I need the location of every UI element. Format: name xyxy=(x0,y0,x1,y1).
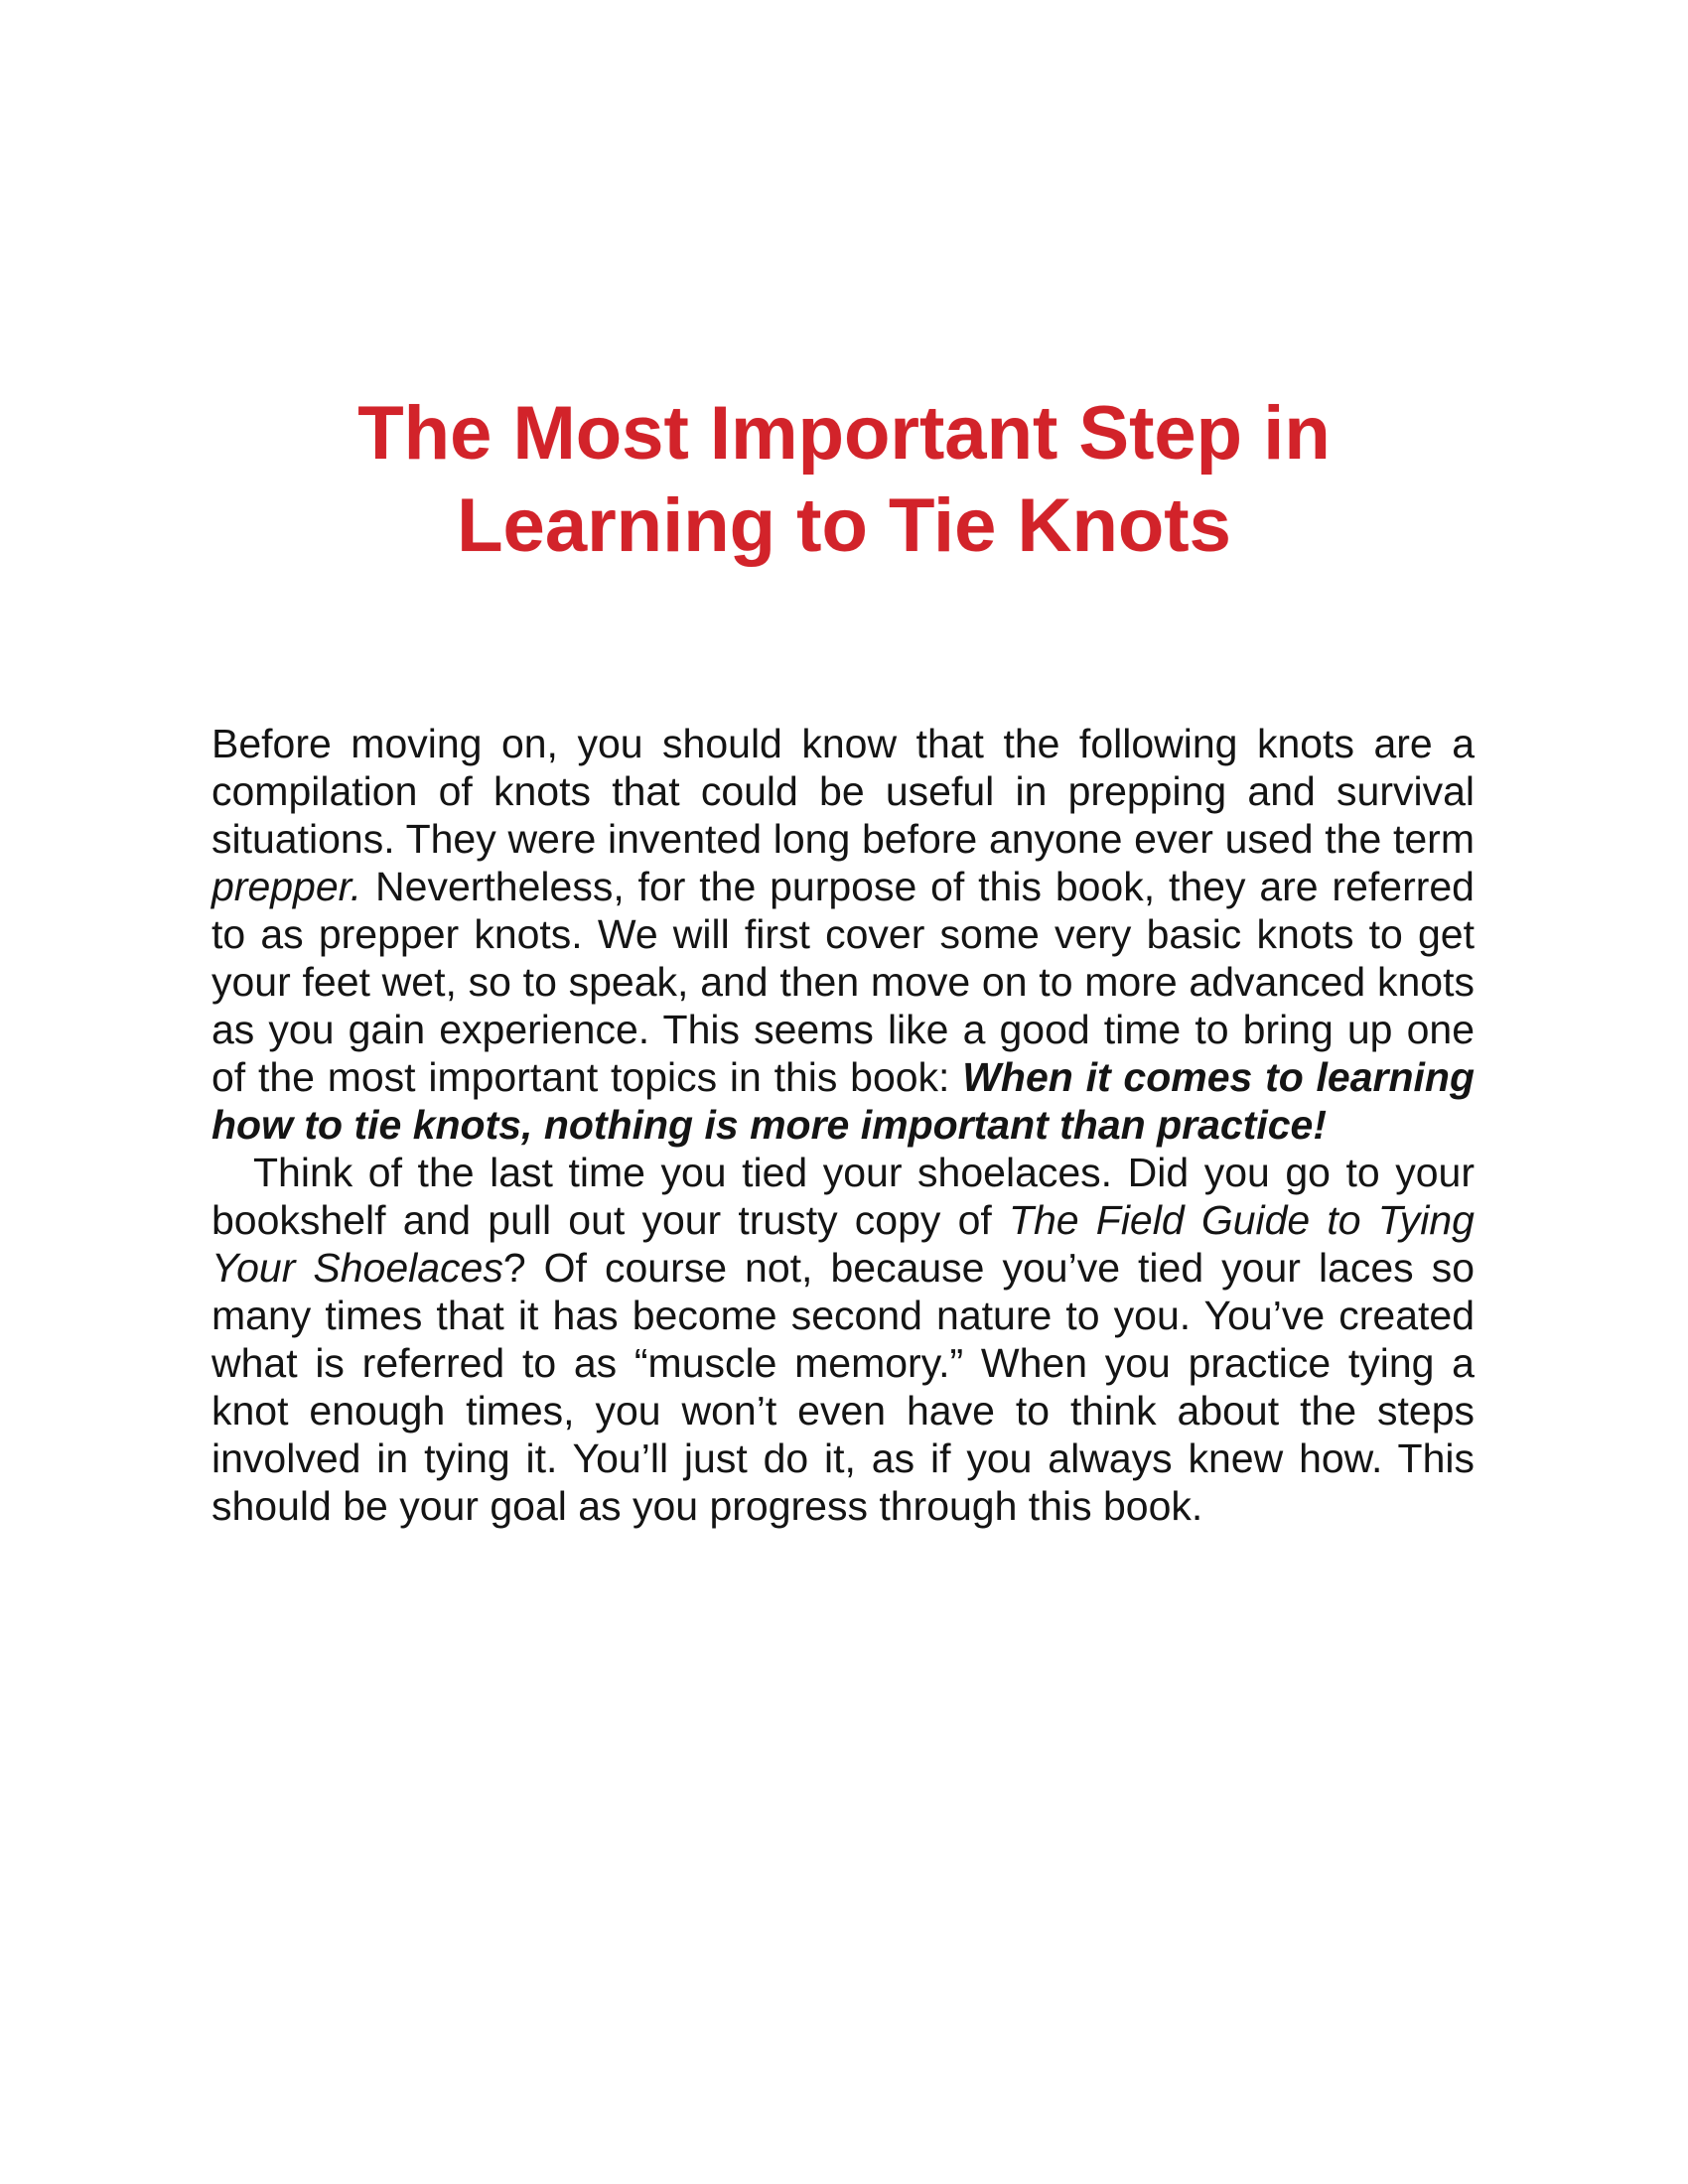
paragraph-muscle-memory-text-1: Think of the last time you tied your shoelaces. Did you go to your bookshelf and pull out your trusty copy of xyxy=(211,1150,1475,1243)
italic-term-prepper: prepper. xyxy=(211,864,362,909)
paragraph-muscle-memory xyxy=(211,1149,1475,1530)
chapter-title xyxy=(199,387,1489,572)
paragraph-intro-text-1: Before moving on, you should know that the following knots are a compilation of knots that could be useful in prepping and survival situations. They were invented long before anyone ever used the term xyxy=(211,721,1475,862)
paragraph-intro xyxy=(211,720,1475,1149)
body-text xyxy=(211,720,1475,1530)
practice-emphasis: When it comes to learning how to tie knots, nothing is more important than practice! xyxy=(211,1054,1476,1148)
chapter-title-line-2: Learning to Tie Knots xyxy=(457,483,1231,568)
chapter-title-line-1: The Most Important Step in xyxy=(357,391,1331,476)
paragraph-intro-text-2: Nevertheless, for the purpose of this book, they are referred to as prepper knots. We will first cover some very basic knots to get your feet wet, so to speak, and then move on to more advanced knots as you gain experience. This seems like a good time to bring up one of the most important topics in this book: xyxy=(211,864,1475,1100)
book-title-reference: The Field Guide to Tying Your Shoelaces xyxy=(211,1197,1475,1291)
paragraph-muscle-memory-text-2: ? Of course not, because you’ve tied your laces so many times that it has become second nature to you. You’ve created what is referred to as “muscle memory.” When you practice tying a knot enough times, you won’t even have to think about the steps involved in tying it. You’ll just do it, as if you always knew how. This should be your goal as you progress through this book. xyxy=(211,1245,1475,1529)
